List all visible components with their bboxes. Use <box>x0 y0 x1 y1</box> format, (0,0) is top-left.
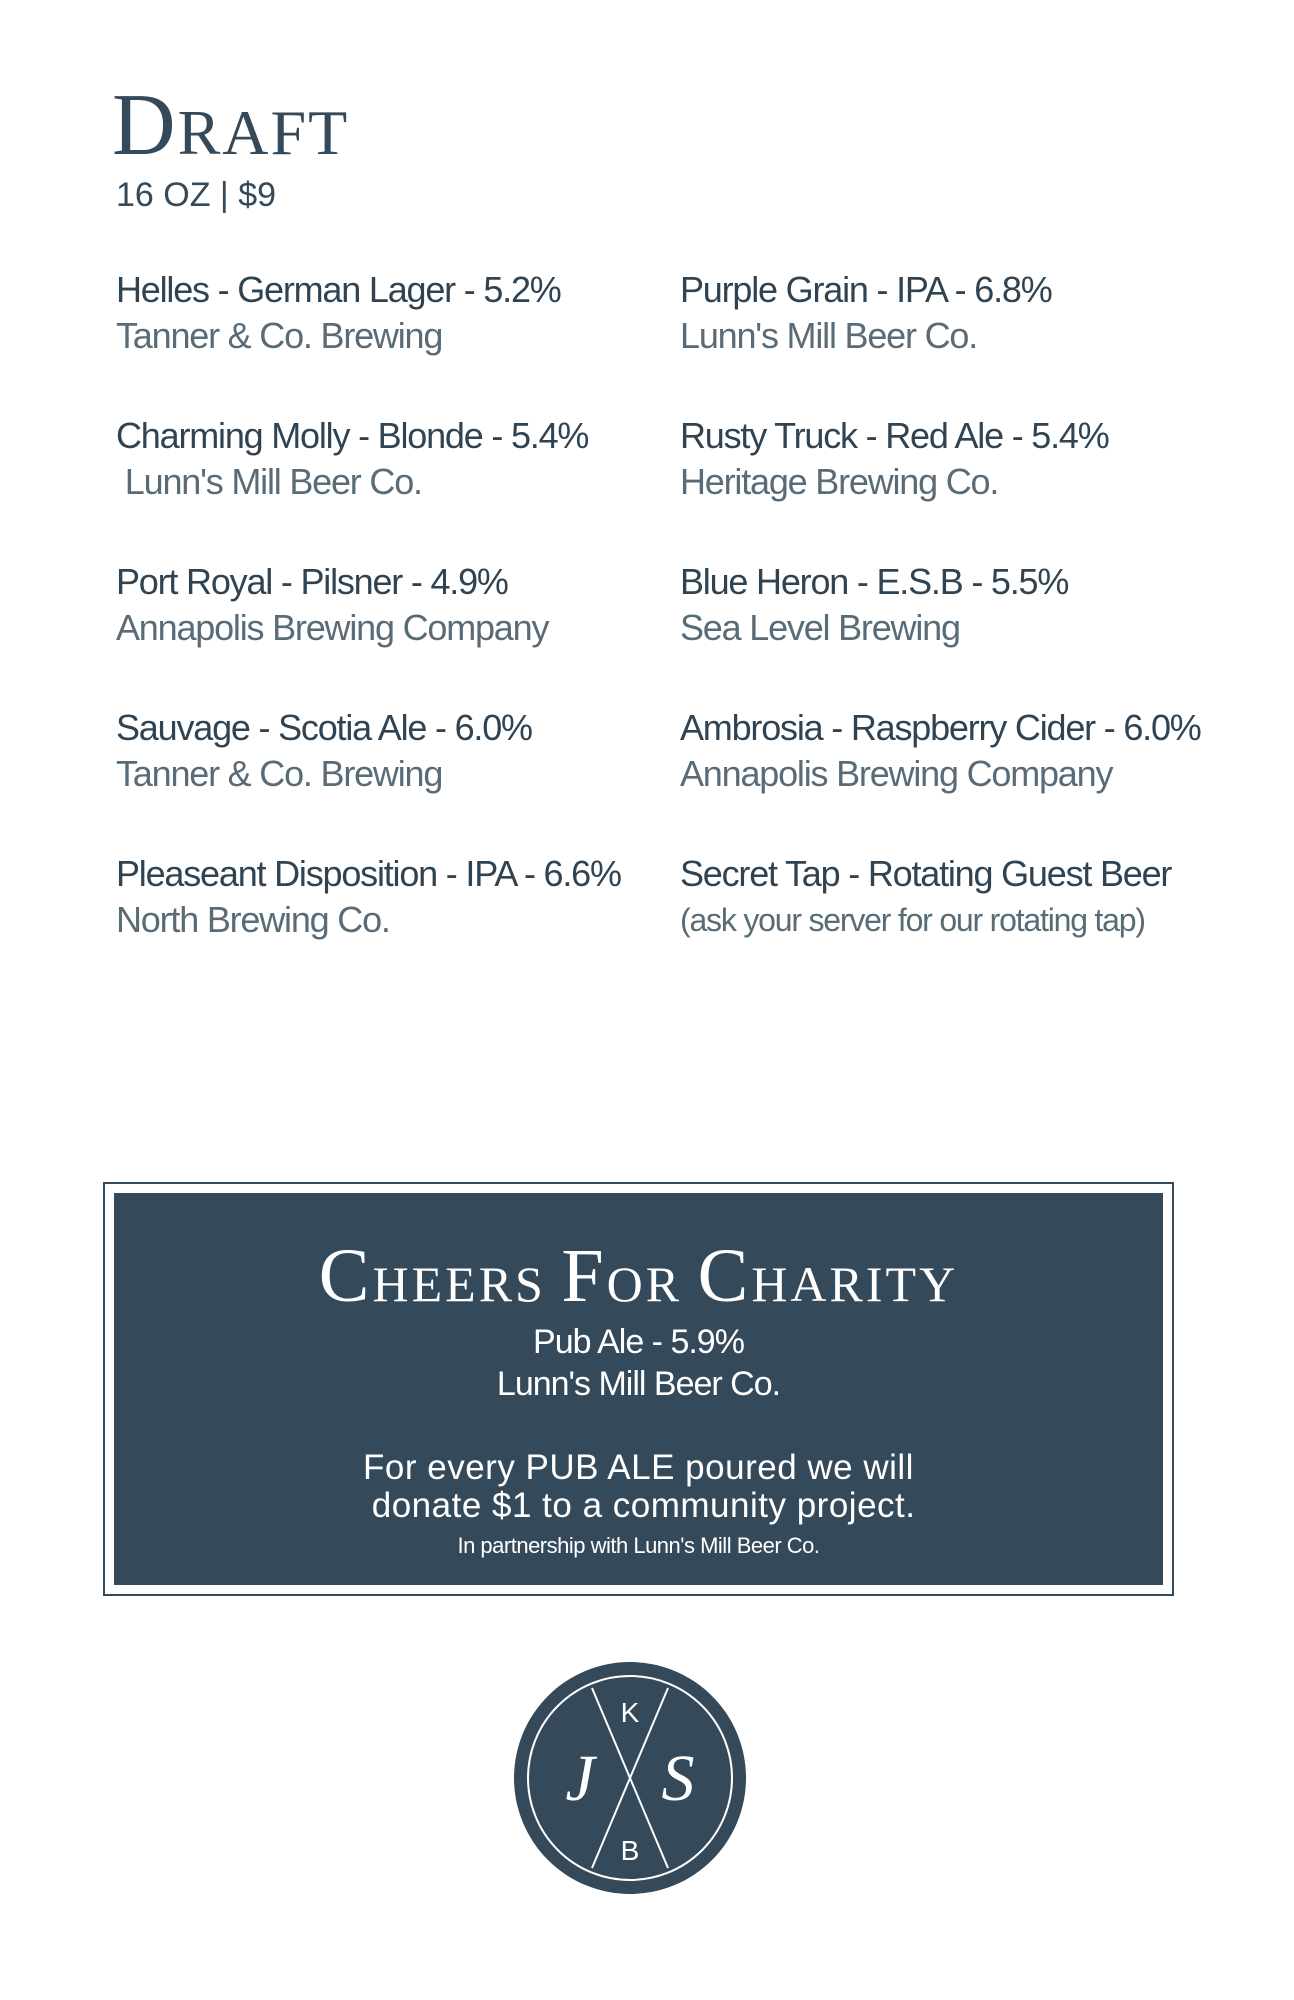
beer-name: Ambrosia - Raspberry Cider - 6.0% <box>680 707 1201 748</box>
right-beer-column <box>680 268 1260 998</box>
charity-promo-line: donate $1 to a community project. <box>361 1486 916 1525</box>
beer-note: (ask your server for our rotating tap) <box>680 902 1145 938</box>
charity-brewery: Lunn's Mill Beer Co. <box>496 1365 781 1403</box>
beer-name: Rusty Truck - Red Ale - 5.4% <box>680 415 1109 456</box>
beer-item <box>116 560 676 706</box>
beer-brewery: Tanner & Co. Brewing <box>116 753 443 794</box>
beer-item <box>680 706 1260 852</box>
beer-brewery: Tanner & Co. Brewing <box>116 315 443 356</box>
beer-brewery: Sea Level Brewing <box>680 607 960 648</box>
logo-letter-b: B <box>620 1835 640 1866</box>
charity-box <box>103 1182 1174 1596</box>
charity-panel <box>114 1193 1163 1585</box>
beer-name: Secret Tap - Rotating Guest Beer <box>680 853 1172 894</box>
beer-brewery: Annapolis Brewing Company <box>116 607 549 648</box>
beer-name: Blue Heron - E.S.B - 5.5% <box>680 561 1069 602</box>
jksb-logo <box>512 1660 748 1896</box>
beer-item <box>116 706 676 852</box>
beer-name: Helles - German Lager - 5.2% <box>116 269 561 310</box>
beer-item <box>116 414 676 560</box>
size-price: 16 OZ | $9 <box>116 176 277 214</box>
logo-letter-k: K <box>620 1697 640 1728</box>
charity-promo-line: For every PUB ALE poured we will <box>363 1448 914 1487</box>
beer-item <box>116 852 676 998</box>
beer-item <box>680 268 1260 414</box>
beer-item <box>680 852 1260 998</box>
beer-brewery: Lunn's Mill Beer Co. <box>116 461 422 502</box>
charity-title <box>114 1233 1163 1320</box>
charity-title-word: HARITY <box>751 1256 959 1312</box>
beer-name: Pleaseant Disposition - IPA - 6.6% <box>116 853 621 894</box>
beer-name: Port Royal - Pilsner - 4.9% <box>116 561 508 602</box>
charity-title-cap: F <box>561 1234 607 1318</box>
charity-partner-note: In partnership with Lunn's Mill Beer Co. <box>457 1533 820 1558</box>
beer-brewery: Annapolis Brewing Company <box>680 753 1113 794</box>
beer-name: Charming Molly - Blonde - 5.4% <box>116 415 589 456</box>
beer-brewery: Heritage Brewing Co. <box>680 461 999 502</box>
charity-title-cap: C <box>697 1234 752 1318</box>
menu-title <box>112 77 350 174</box>
beer-item <box>116 268 676 414</box>
charity-title-cap: C <box>318 1234 373 1318</box>
beer-brewery: Lunn's Mill Beer Co. <box>680 315 978 356</box>
left-beer-column <box>116 268 676 998</box>
menu-title-rest: RAFT <box>177 97 350 168</box>
charity-title-word: HEERS <box>372 1256 562 1312</box>
beer-name: Sauvage - Scotia Ale - 6.0% <box>116 707 532 748</box>
logo-letter-s: S <box>661 1742 695 1815</box>
beer-item <box>680 560 1260 706</box>
charity-title-word: OR <box>606 1256 698 1312</box>
charity-promo <box>114 1449 1163 1525</box>
menu-title-initial: D <box>112 77 178 174</box>
beer-item <box>680 414 1260 560</box>
logo-letter-j: J <box>565 1742 595 1815</box>
charity-beer-name: Pub Ale - 5.9% <box>533 1323 744 1361</box>
beer-brewery: North Brewing Co. <box>116 899 390 940</box>
beer-name: Purple Grain - IPA - 6.8% <box>680 269 1052 310</box>
